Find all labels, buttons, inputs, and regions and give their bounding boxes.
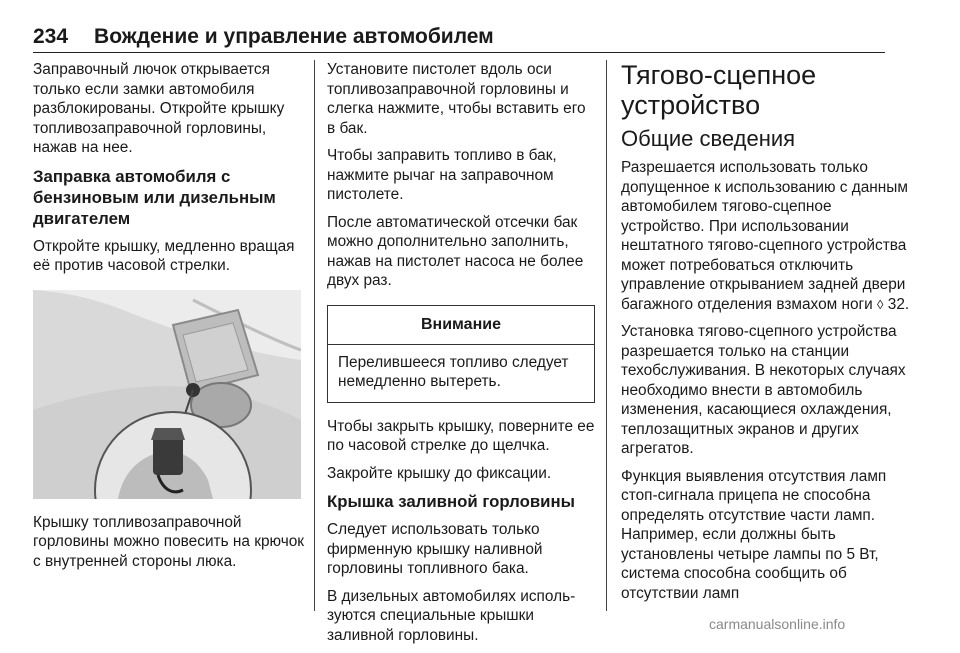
section-heading-general: Общие сведения bbox=[621, 126, 796, 151]
paragraph: Функция выявления отсутствия ламп стоп-сигнала прицепа не способна определять отсутствие части ламп. Например, если должны быть установлены четыре лампы по 5 Вт, система способна сообщить об отсутствии ламп bbox=[621, 467, 887, 602]
page-reference-icon: ◊ bbox=[877, 296, 884, 312]
caution-text: Перелившееся топливо следует немедленно вытереть. bbox=[338, 353, 569, 390]
watermark: carmanualsonline.info bbox=[709, 616, 846, 632]
chapter-title: Тягово-сцепное устройство bbox=[621, 60, 817, 120]
paragraph: Установите пистолет вдоль оси топливозаправочной горловины и слегка нажмите, чтобы вставить его в бак. bbox=[327, 61, 586, 137]
running-title: Вождение и управление автомобилем bbox=[94, 25, 494, 48]
paragraph: После автоматической отсечки бак можно дополнительно заполнить, нажав на пистолет насоса не более двух раз. bbox=[327, 213, 584, 289]
paragraph: Откройте крышку, медленно вращая её против часовой стрелки. bbox=[33, 237, 295, 274]
column-divider bbox=[314, 60, 315, 611]
column-left bbox=[33, 60, 305, 579]
figure-caption: Крышку топливозаправочной горловины можно повесить на крючок с внутренней стороны люка. bbox=[33, 513, 305, 570]
page-reference: 32. bbox=[887, 295, 910, 313]
fuel-filler-illustration bbox=[33, 290, 301, 499]
section-heading-filler-cap: Крышка заливной горловины bbox=[327, 492, 575, 511]
column-middle bbox=[327, 60, 595, 653]
paragraph: Разрешается использовать только допущенное к использованию с данным автомобилем тягово-сцепное устройство. При использовании нештатного тягово-сцепного устройства может потребоваться отключить управление открыванием задней двери багажного отделения взмахом ноги ◊ 32. bbox=[621, 159, 910, 313]
page-number: 234 bbox=[33, 25, 69, 48]
paragraph: Заправочный лючок открывается только если замки автомобиля разблокированы. Откройте крышку топливозаправочной горловины, нажав на нее. bbox=[33, 61, 285, 156]
paragraph: Чтобы заправить топливо в бак, нажмите рычаг на заправочном пистолете. bbox=[327, 147, 557, 203]
paragraph: Установка тягово-сцепного устройства разрешается только на станции техобслуживания. В некоторых случаях необходимо внести в автомобиль изменения, касающиеся охлаждения, теплозащитных экранов и других агрегатов. bbox=[621, 323, 906, 457]
page-header bbox=[33, 22, 885, 53]
paragraph: В дизельных автомобилях используются специальные крышки заливной горловины. bbox=[327, 587, 576, 644]
section-heading-refuel: Заправка автомобиля с бензиновым или дизельным двигателем bbox=[33, 166, 276, 228]
column-right bbox=[621, 60, 911, 611]
column-divider bbox=[606, 60, 607, 611]
caution-title: Внимание bbox=[328, 306, 594, 345]
paragraph: Чтобы закрыть крышку, поверните ее по часовой стрелке до щелчка. bbox=[327, 417, 595, 454]
paragraph: Следует использовать только фирменную крышку наливной горловины топливного бака. bbox=[327, 521, 543, 577]
paragraph: Закройте крышку до фиксации. bbox=[327, 464, 552, 482]
caution-box bbox=[327, 305, 595, 403]
